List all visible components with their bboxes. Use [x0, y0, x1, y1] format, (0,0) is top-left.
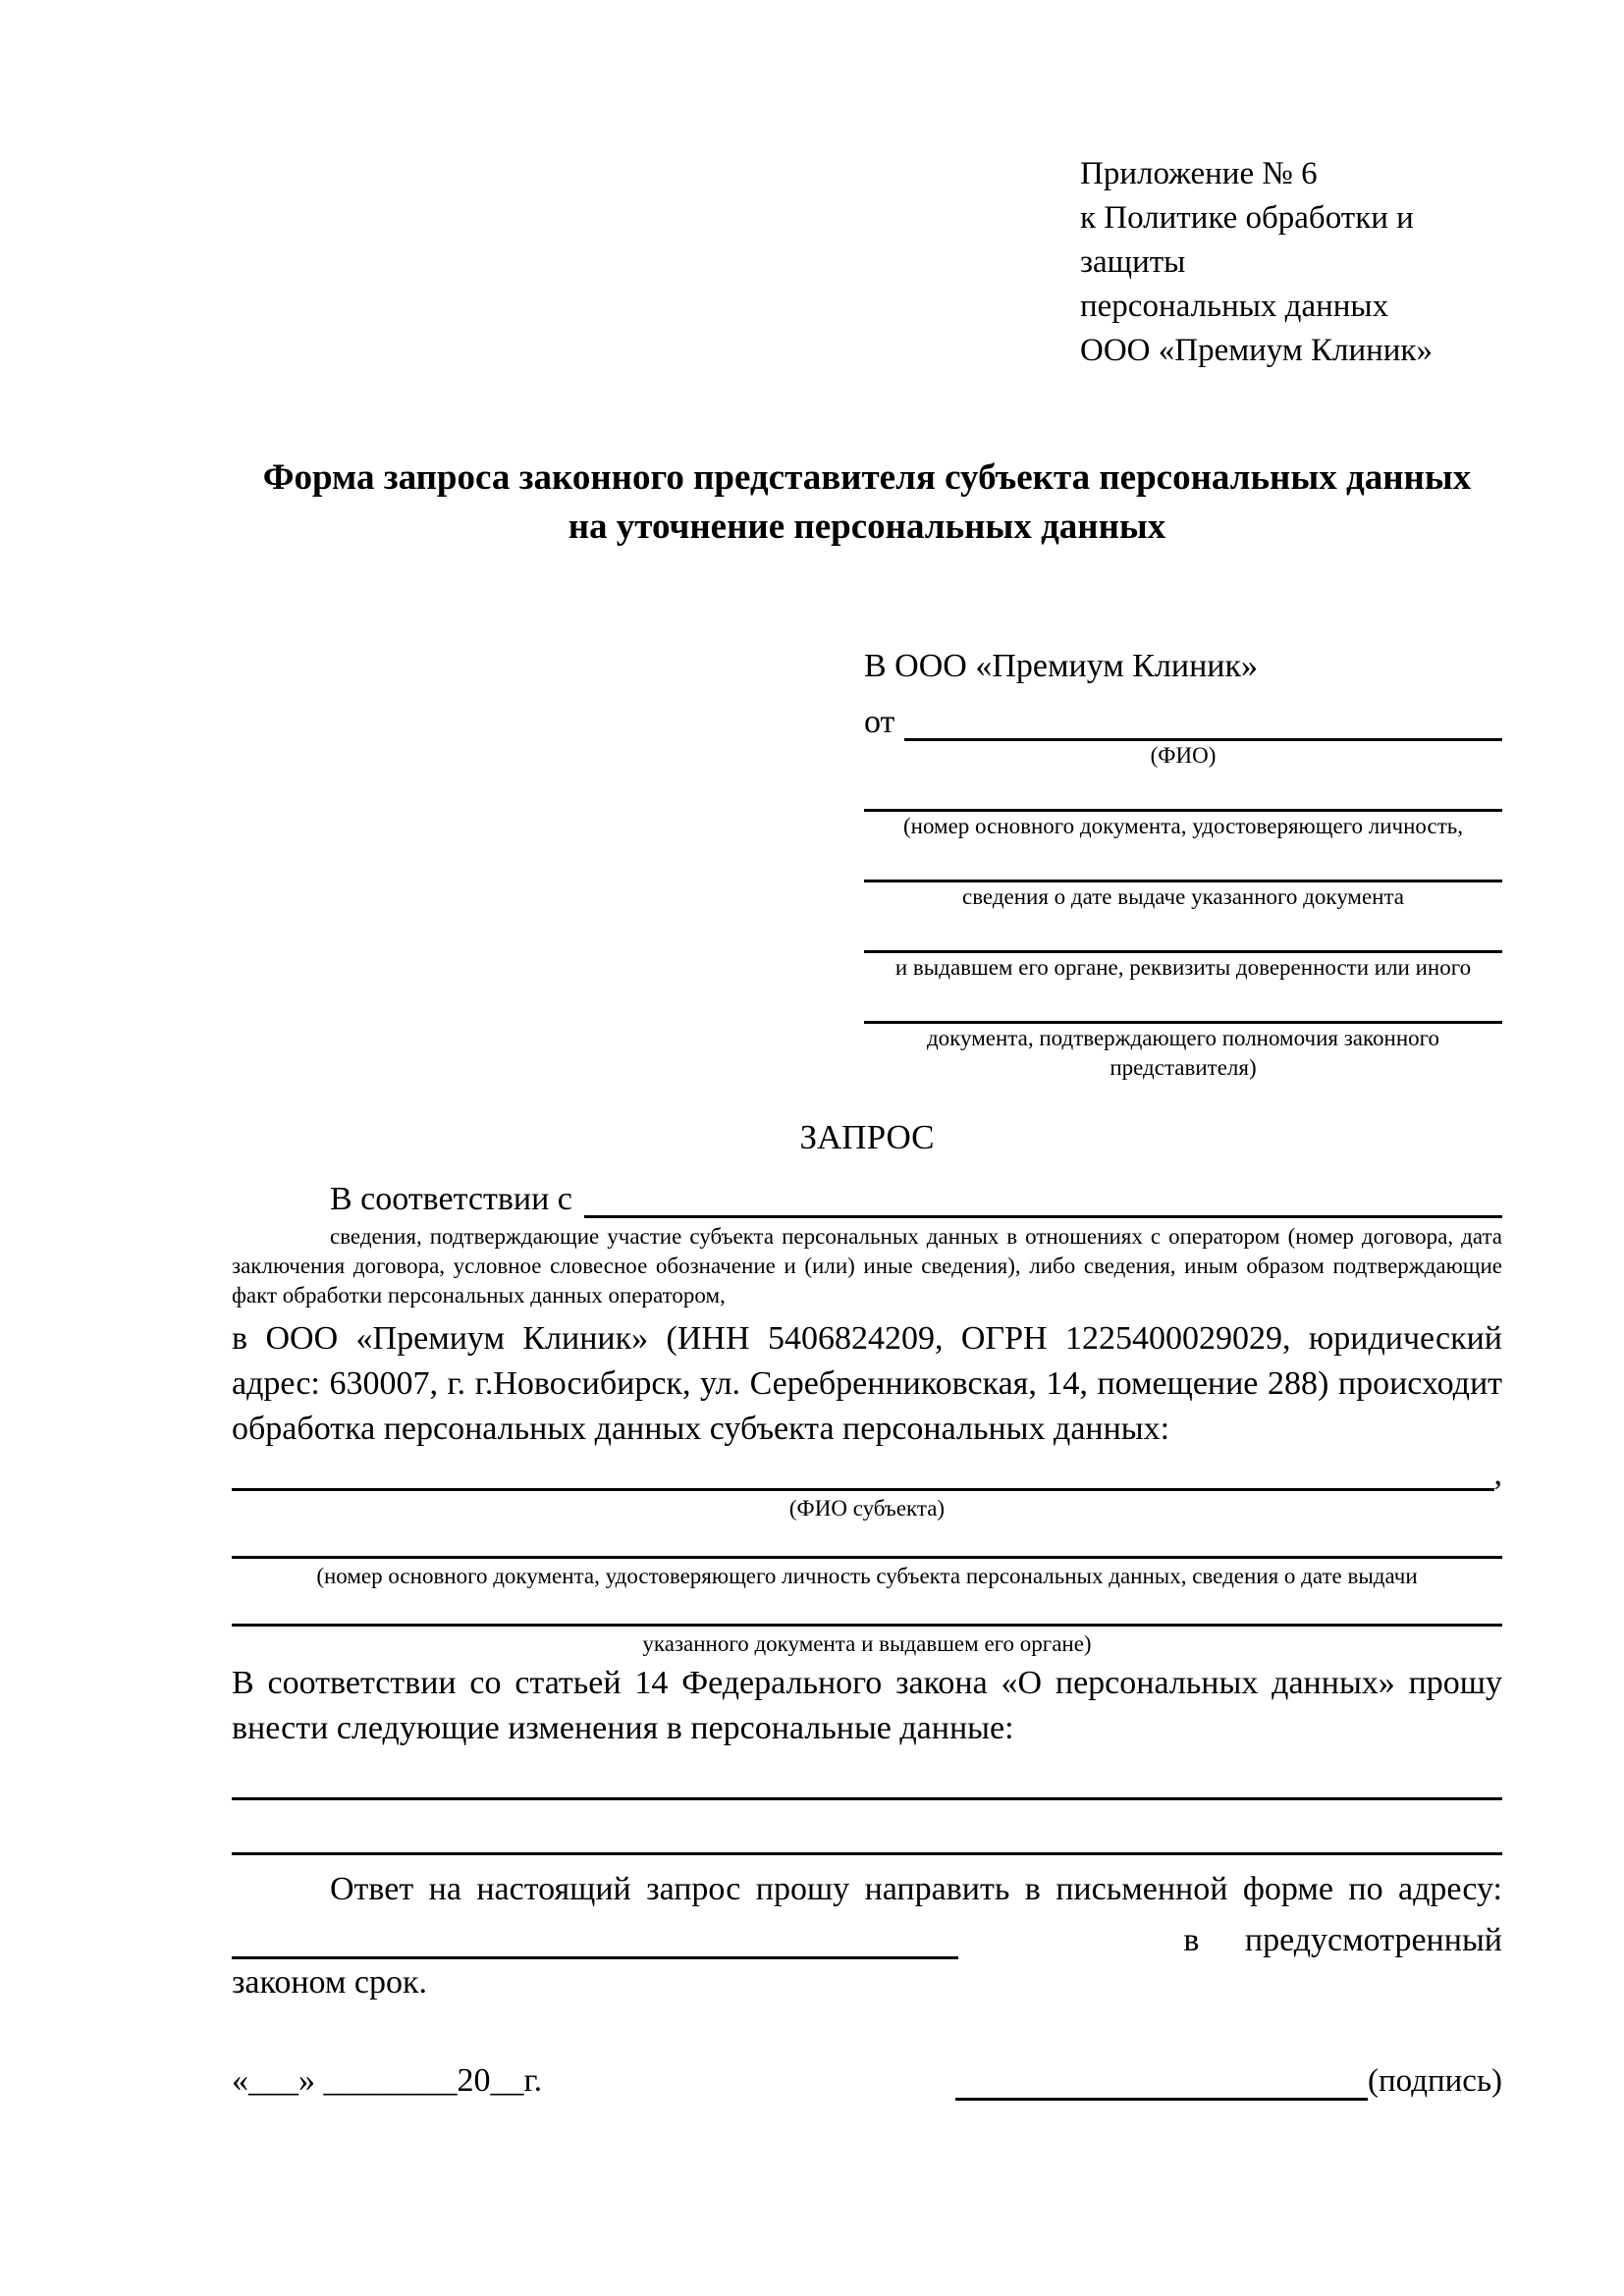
reply-paragraph-line-3: законом срок. [232, 1964, 427, 2001]
representative-doc-caption-2: сведения о дате выдаче указанного документа [961, 884, 1405, 909]
subject-fio-caption: (ФИО субъекта) [788, 1496, 946, 1521]
signature-blank-line [955, 2063, 1368, 2101]
changes-blank-line-1 [232, 1757, 1502, 1800]
from-blank-line [904, 696, 1502, 741]
signature-block [955, 2061, 1502, 2101]
date-blank: «___» ________20__г. [232, 2062, 543, 2099]
appendix-note-line-2: к Политике обработки и защиты [1080, 200, 1414, 280]
representative-doc-caption-4: документа, подтверждающего полномочия законного представителя) [926, 1026, 1439, 1080]
document-title-line-2: на уточнение персональных данных [568, 507, 1166, 547]
request-heading: ЗАПРОС [799, 1118, 935, 1156]
document-title [232, 454, 1502, 552]
reply-address-blank-line [232, 1912, 958, 1959]
fio-caption: (ФИО) [1150, 743, 1217, 768]
addressee-organization: В ООО «Премиум Клиник» [864, 648, 1259, 684]
intro-row [232, 1173, 1502, 1218]
addressee-block [864, 645, 1502, 1083]
changes-row-2 [232, 1812, 1502, 1855]
intro-prefix: В соответствии с [330, 1181, 572, 1217]
subject-doc-row-1 [232, 1523, 1502, 1559]
reply-paragraph-line-2: в предусмотренный [1183, 1922, 1502, 1958]
changes-row-1 [232, 1757, 1502, 1800]
document-title-line-1: Форма запроса законного представителя субъекта персональных данных [262, 457, 1472, 498]
subject-doc-caption-2: указанного документа и выдавшем его органе) [642, 1631, 1092, 1656]
article-paragraph: В соответствии со статьей 14 Федерального закона «О персональных данных» прошу внести следующие изменения в персональные данные: [232, 1665, 1502, 1746]
subject-doc-blank-line-2 [232, 1591, 1502, 1627]
representative-doc-blank-line-2 [864, 841, 1502, 882]
date-signature-row [232, 2061, 1502, 2101]
signature-caption: (подпись) [1368, 2063, 1502, 2099]
operator-paragraph: в ООО «Премиум Клиник» (ИНН 5406824209, ОГРН 1225400029029, юридический адрес: 630007, г. г.Новосибирск, ул. Серебренниковская, 14, помещение 288) происходит обработка персональных данных субъекта персональных данных: [232, 1320, 1502, 1447]
appendix-note-line-1: Приложение № 6 [1080, 156, 1318, 191]
subject-doc-row-2 [232, 1591, 1502, 1627]
from-row [864, 696, 1502, 741]
subject-doc-caption-1: (номер основного документа, удостоверяющего личность субъекта персональных данных, сведения о дате выдачи [316, 1564, 1418, 1588]
reply-paragraph-line-1: Ответ на настоящий запрос прошу направить в письменной форме по адресу: [330, 1871, 1502, 1907]
intro-blank-line [584, 1173, 1502, 1218]
appendix-note-line-3: персональных данных [1080, 289, 1389, 324]
appendix-note-line-4: ООО «Премиум Клиник» [1080, 333, 1433, 368]
from-label: от [864, 704, 895, 740]
trailing-comma: , [1493, 1456, 1502, 1492]
representative-doc-blank-line-1 [864, 771, 1502, 812]
representative-doc-blank-line-3 [864, 912, 1502, 953]
intro-footnote: сведения, подтверждающие участие субъекта персональных данных в отношениях с оператором (номер договора, дата заключения договора, условное словесное обозначение и (или) иные сведения), либо сведения, иным образом подтверждающие факт обработки персональных данных оператором, [232, 1224, 1502, 1308]
representative-doc-caption-1: (номер основного документа, удостоверяющего личность, [902, 814, 1463, 838]
subject-fio-row [232, 1456, 1502, 1491]
subject-doc-blank-line-1 [232, 1523, 1502, 1559]
representative-doc-caption-3: и выдавшем его органе, реквизиты доверенности или иного [894, 955, 1472, 980]
appendix-note [1080, 152, 1502, 373]
subject-fio-blank-line [232, 1456, 1494, 1491]
changes-blank-line-2 [232, 1812, 1502, 1855]
representative-doc-blank-line-4 [864, 983, 1502, 1024]
reply-address-row [232, 1912, 1502, 1959]
